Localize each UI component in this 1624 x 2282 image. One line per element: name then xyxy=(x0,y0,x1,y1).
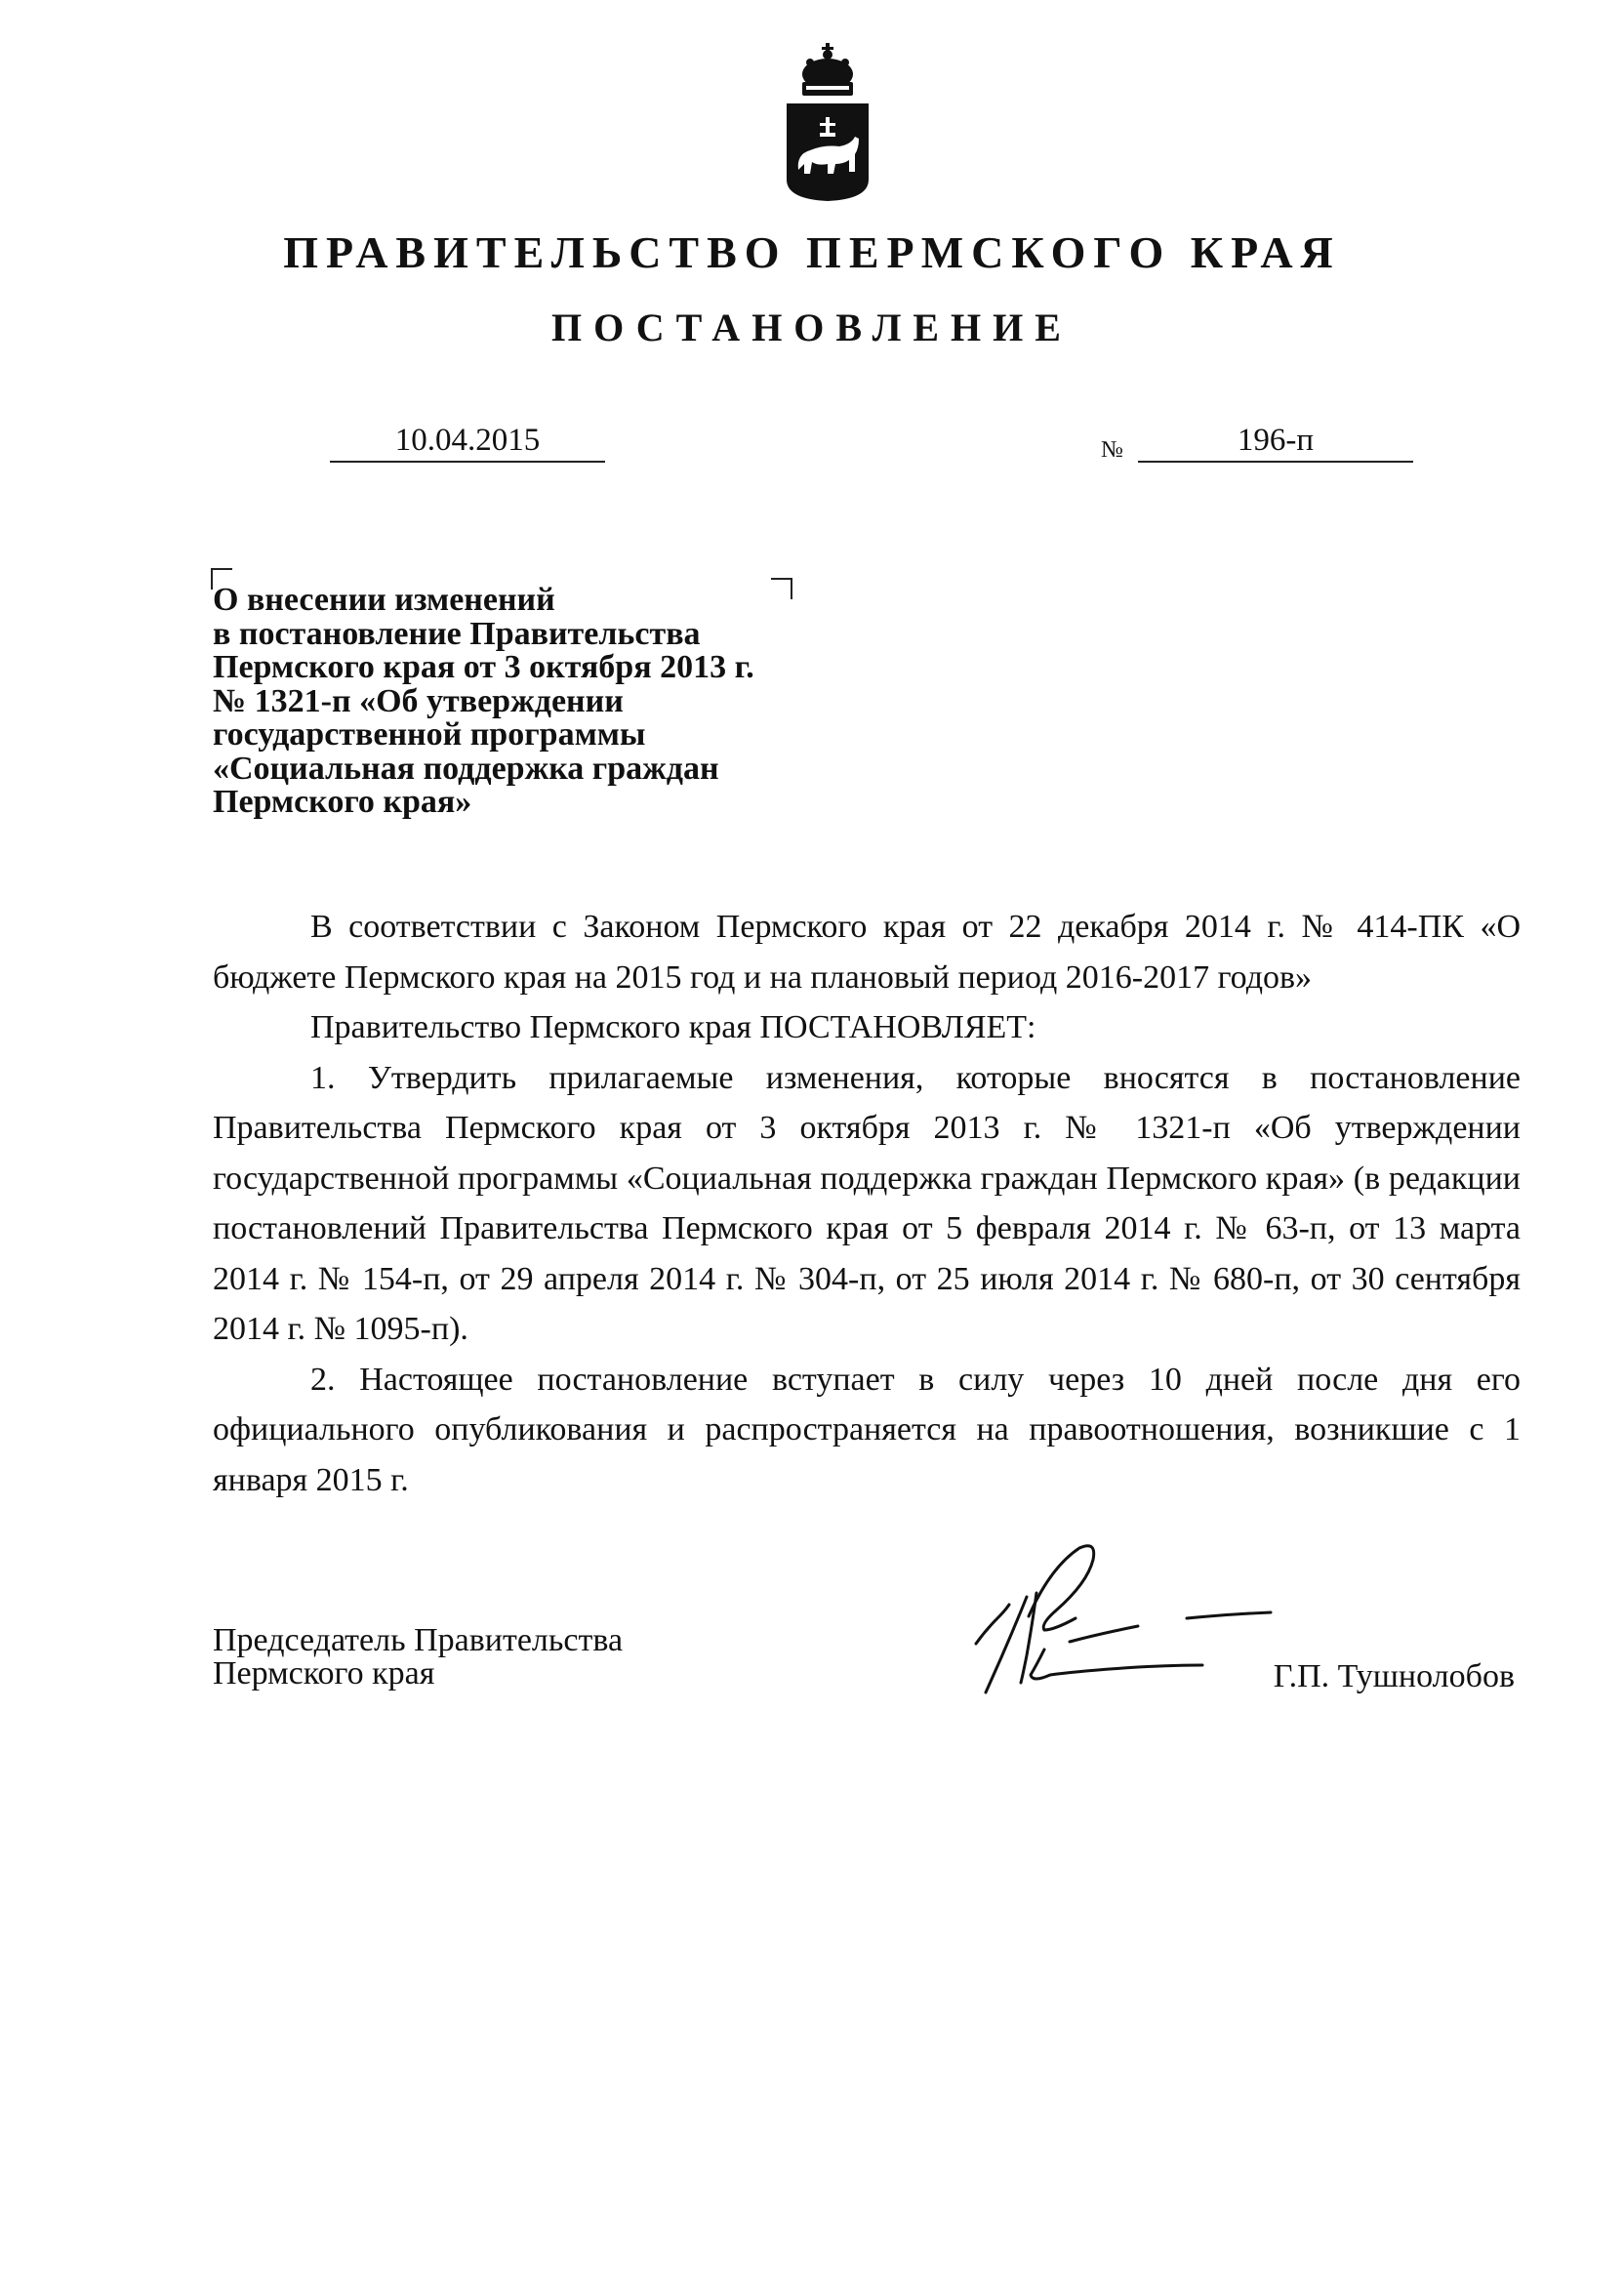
document-subject xyxy=(213,584,876,820)
document-body xyxy=(213,902,1521,1505)
signatory-name: Г.П. Тушнолобов xyxy=(1273,1658,1515,1694)
resolves-paragraph: Правительство Пермского края ПОСТАНОВЛЯЕТ: xyxy=(310,1009,1036,1045)
item-2-paragraph: 2. Настоящее постановление вступает в силу через 10 дней после дня его официального опубликования и распространяется на правоотношения, возникшие с 1 января 2015 г. xyxy=(213,1361,1521,1498)
signatory-position-line: Пермского края xyxy=(213,1655,435,1691)
document-type-title: ПОСТАНОВЛЕНИЕ xyxy=(551,306,1073,349)
item-1-paragraph: 1. Утвердить прилагаемые изменения, которые вносятся в постановление Правительства Пермского края от 3 октября 2013 г. № 1321-п «Об утверждении государственной программы «Социальная поддержка граждан Пермского края» (в редакции постановлений Правительства Пермского края от 5 февраля 2014 г. № 63-п, от 13 марта 2014 г. № 154-п, от 29 апреля 2014 г. № 304-п, от 25 июля 2014 г. № 680-п, от 30 сентября 2014 г. № 1095-п). xyxy=(213,1059,1521,1347)
signatory-position-line: Председатель Правительства xyxy=(213,1622,624,1658)
subject-line: в постановление Правительства xyxy=(213,615,701,652)
handwritten-signature-icon xyxy=(972,1528,1275,1704)
subject-line: № 1321-п «Об утверждении xyxy=(213,682,624,719)
signatory-position xyxy=(213,1624,623,1691)
organization-title: ПРАВИТЕЛЬСТВО ПЕРМСКОГО КРАЯ xyxy=(283,227,1341,277)
subject-line: Пермского края от 3 октября 2013 г. xyxy=(213,649,754,685)
number-label: № xyxy=(1101,437,1123,463)
subject-line: «Социальная поддержка граждан xyxy=(213,750,719,787)
document-date: 10.04.2015 xyxy=(330,420,605,463)
preamble-paragraph: В соответствии с Законом Пермского края от 22 декабря 2014 г. № 414-ПК «О бюджете Пермского края на 2015 год и на плановый период 2016-2017 годов» xyxy=(213,909,1521,996)
perm-krai-coat-of-arms-icon xyxy=(781,35,874,203)
subject-line: государственной программы xyxy=(213,716,646,753)
document-number: 196-п xyxy=(1138,420,1413,463)
subject-line: Пермского края» xyxy=(213,784,472,820)
subject-line: О внесении изменений xyxy=(213,582,555,618)
